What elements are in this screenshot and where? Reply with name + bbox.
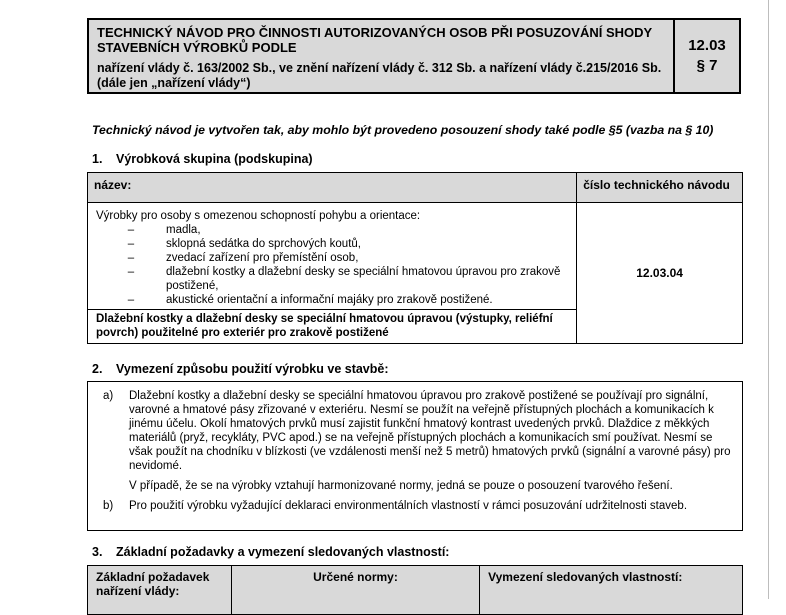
- product-group-table: [87, 172, 743, 344]
- section-2-title: [92, 362, 389, 376]
- document-header: [87, 18, 741, 94]
- item-text: Dlažební kostky a dlažební desky se speciální hmatovou úpravou pro zrakově postižené se používají pro signální, varovné a hmatové pásy zřizované v exteriéru. Nesmí se použít na veřejně přístupných plochách a komunikacích k jinému účelu. Okolí hmatových prvků musí zajistit funkční hmatový kontrast uvedených prvků. Dlaždice z měkkých materiálů (pryž, recykláty, PVC apod.) se na veřejně přístupných plochách a komunikacích smí používat. Nesmí se však použít na chodníku v blízkosti (ve vzdálenosti menší než 5 metrů) hmatových prvků (signální a varovné pásy) pro nevidomé.: [129, 390, 731, 472]
- list-item: – akustické orientační a informační majáky pro zrakově postižené.: [127, 294, 493, 306]
- section-3-title-text: Základní požadavky a vymezení sledovaných vlastností:: [116, 545, 450, 559]
- document-code: 12.03: [688, 37, 726, 54]
- column-header-code: číslo technického návodu: [577, 173, 743, 203]
- column-header-properties: Vymezení sledovaných vlastností:: [480, 566, 743, 615]
- requirements-table: [87, 565, 743, 615]
- item-label: b): [103, 500, 114, 512]
- product-subgroup-cell: Dlažební kostky a dlažební desky se speciální hmatovou úpravou (výstupky, reliéfní povrch) použitelné pro exteriér pro zrakově postižené: [88, 310, 577, 344]
- header-subtitle: nařízení vlády č. 163/2002 Sb., ve znění nařízení vlády č. 312 Sb. a nařízení vlády č.215/2016 Sb. (dále jen „nařízení vlády“): [97, 61, 662, 90]
- section-3-title: [92, 545, 449, 559]
- page-edge: [768, 0, 769, 599]
- section-3-number: 3.: [92, 545, 103, 559]
- section-1-title-text: Výrobková skupina (podskupina): [116, 152, 313, 166]
- list-item: – dlažební kostky a dlažební desky se speciální hmatovou úpravou pro zrakově postižené,: [127, 266, 561, 292]
- section-2-title-text: Vymezení způsobu použití výrobku ve stavbě:: [116, 362, 389, 376]
- list-item: – sklopná sedátka do sprchových koutů,: [127, 238, 361, 250]
- column-header-requirement: Základní požadavek nařízení vlády:: [88, 566, 232, 615]
- item-text: Pro použití výrobku vyžadující deklaraci environmentálních vlastností v rámci posuzování udržitelnosti staveb.: [129, 500, 688, 512]
- section-1-number: 1.: [92, 152, 103, 166]
- section-1-title: [92, 152, 313, 166]
- product-list-cell: [88, 203, 577, 310]
- list-item: – zvedací zařízení pro přemístění osob,: [127, 252, 359, 264]
- item-label: a): [103, 390, 114, 402]
- usage-box: [87, 381, 743, 531]
- technical-guide-number: 12.03.04: [577, 203, 743, 344]
- intro-text: Technický návod je vytvořen tak, aby mohlo být provedeno posouzení shody také podle §5 (vazba na § 10): [92, 123, 714, 137]
- header-code-block: [675, 20, 739, 92]
- usage-item-b: [103, 499, 736, 513]
- list-item: – madla,: [127, 224, 201, 236]
- usage-item-a: [103, 389, 736, 473]
- document-paragraph: § 7: [696, 57, 718, 74]
- header-text-block: [89, 20, 675, 92]
- column-header-name: název:: [88, 173, 577, 203]
- usage-note: V případě, že se na výrobky vztahují harmonizované normy, jedná se pouze o posouzení tvarového řešení.: [129, 480, 673, 492]
- section-2-number: 2.: [92, 362, 103, 376]
- column-header-norms: Určené normy:: [231, 566, 479, 615]
- header-title: TECHNICKÝ NÁVOD PRO ČINNOSTI AUTORIZOVANÝCH OSOB PŘI POSUZOVÁNÍ SHODY STAVEBNÍCH VÝROBKŮ PODLE: [97, 25, 652, 55]
- product-list-intro: Výrobky pro osoby s omezenou schopností pohybu a orientace:: [96, 210, 421, 222]
